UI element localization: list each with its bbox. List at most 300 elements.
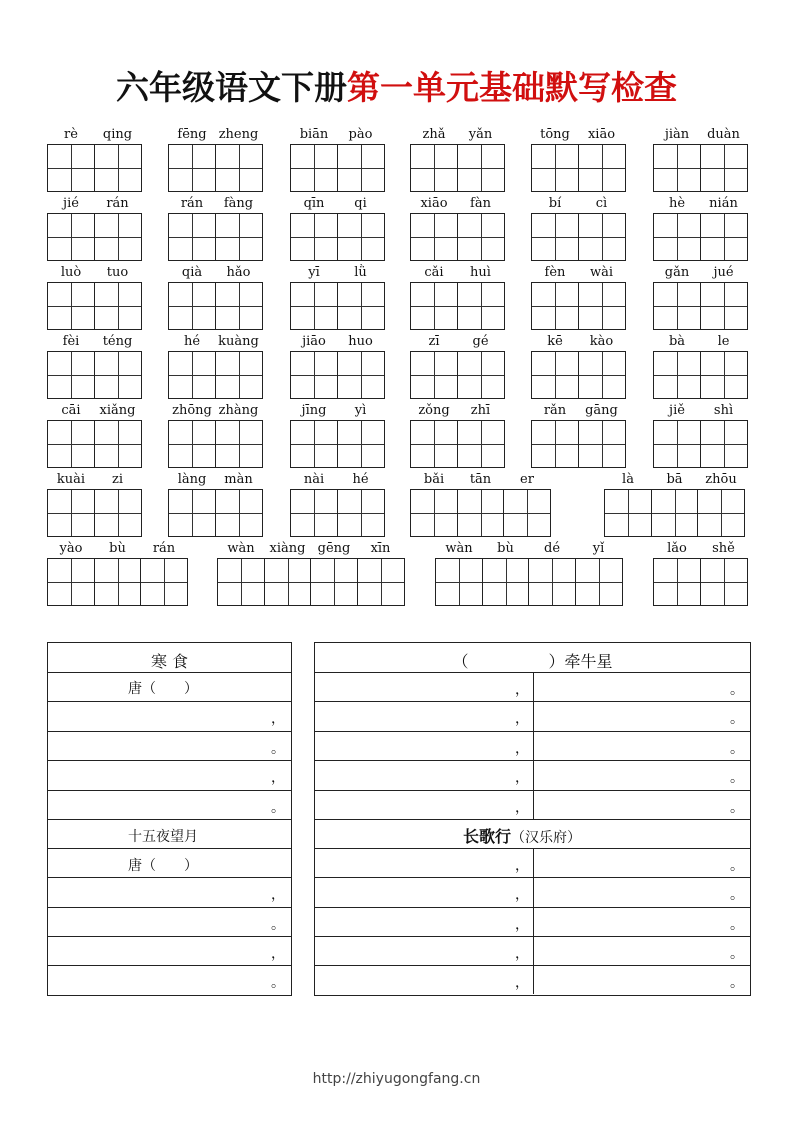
tianzige-cell[interactable] <box>168 213 216 261</box>
tianzige-cell[interactable] <box>700 420 748 468</box>
poem-source: （汉乐府） <box>511 830 582 846</box>
tianzige-boxes <box>290 213 385 261</box>
tianzige-cell[interactable] <box>604 489 652 537</box>
word-item <box>531 127 626 192</box>
tianzige-boxes <box>47 213 142 261</box>
answer-line[interactable] <box>48 877 291 907</box>
pinyin-syllable: jiàn <box>664 127 690 142</box>
tianzige-boxes <box>531 351 626 399</box>
pinyin-syllable: yǐ <box>592 541 605 556</box>
tianzige-cell[interactable] <box>531 420 579 468</box>
comma-mark: ， <box>515 887 529 903</box>
period-mark: 。 <box>730 741 744 757</box>
word-item <box>168 196 263 261</box>
answer-line[interactable] <box>315 877 750 907</box>
tianzige-cell[interactable] <box>94 282 142 330</box>
tianzige-cell[interactable] <box>653 351 701 399</box>
comma-mark: ， <box>515 682 529 698</box>
pinyin-syllable: bù <box>497 541 514 556</box>
pinyin-line <box>410 127 505 143</box>
tianzige-cell[interactable] <box>337 144 385 192</box>
word-item <box>217 541 405 606</box>
poem-title-shiwu: 十五夜望月 <box>128 829 198 845</box>
pinyin-syllable: xiāo <box>420 196 448 211</box>
pinyin-syllable: zhǎ <box>422 127 446 142</box>
tianzige-cell[interactable] <box>531 213 579 261</box>
word-item <box>531 403 626 468</box>
word-item <box>410 265 505 330</box>
poem-title-hanshi: 寒 食 <box>150 652 189 671</box>
tianzige-cell[interactable] <box>337 489 385 537</box>
word-item <box>47 196 142 261</box>
pinyin-line <box>531 403 626 419</box>
period-mark: 。 <box>730 858 744 874</box>
tianzige-boxes <box>47 144 142 192</box>
pinyin-line <box>653 265 748 281</box>
comma-mark: ， <box>271 946 285 962</box>
answer-line[interactable] <box>315 701 750 731</box>
tianzige-boxes <box>290 282 385 330</box>
tianzige-cell[interactable] <box>700 282 748 330</box>
pinyin-syllable: rǎn <box>543 403 567 418</box>
pinyin-syllable: tōng <box>540 127 570 142</box>
pinyin-syllable: gāng <box>585 403 618 418</box>
pinyin-syllable: lǎo <box>667 541 687 556</box>
title-row <box>48 819 291 848</box>
answer-line[interactable] <box>315 936 750 965</box>
pinyin-line <box>531 265 626 281</box>
word-item <box>47 127 142 192</box>
tianzige-boxes <box>410 282 505 330</box>
pinyin-syllable: rán <box>180 196 204 211</box>
pinyin-syllable: wàn <box>227 541 255 556</box>
pinyin-syllable: là <box>622 472 634 487</box>
tianzige-cell[interactable] <box>457 144 505 192</box>
pinyin-line <box>410 196 505 212</box>
tianzige-boxes <box>290 351 385 399</box>
tianzige-cell[interactable] <box>457 213 505 261</box>
pinyin-syllable: shě <box>712 541 735 556</box>
tianzige-cell[interactable] <box>215 213 263 261</box>
tianzige-cell[interactable] <box>700 558 748 606</box>
pinyin-syllable: bā <box>666 472 683 487</box>
tianzige-boxes <box>168 420 263 468</box>
pinyin-syllable: xiāo <box>587 127 616 142</box>
pinyin-syllable: bǎi <box>423 472 445 487</box>
comma-mark: ， <box>271 711 285 727</box>
tianzige-cell[interactable] <box>653 213 701 261</box>
word-item <box>168 334 263 399</box>
tianzige-cell[interactable] <box>337 351 385 399</box>
pinyin-syllable: wài <box>589 265 614 280</box>
word-item <box>168 403 263 468</box>
tianzige-cell[interactable] <box>697 489 745 537</box>
tianzige-boxes <box>410 420 505 468</box>
word-item <box>653 334 748 399</box>
tianzige-cell[interactable] <box>457 282 505 330</box>
pinyin-syllable: zhàng <box>218 403 259 418</box>
comma-mark: ， <box>271 887 285 903</box>
tianzige-cell[interactable] <box>337 282 385 330</box>
pinyin-syllable: làng <box>177 472 207 487</box>
pinyin-syllable: lǜ <box>354 265 367 280</box>
poem-table-right <box>314 642 751 996</box>
pinyin-syllable: huo <box>348 334 373 349</box>
pinyin-line <box>653 334 748 350</box>
tianzige-boxes <box>290 144 385 192</box>
tianzige-boxes <box>410 144 505 192</box>
tianzige-boxes <box>604 489 745 537</box>
word-item <box>531 196 626 261</box>
comma-mark: ， <box>515 946 529 962</box>
pinyin-line <box>290 334 385 350</box>
tianzige-cell[interactable] <box>94 144 142 192</box>
tianzige-cell[interactable] <box>47 558 95 606</box>
pinyin-syllable: xīn <box>370 541 391 556</box>
pinyin-syllable: qīn <box>303 196 325 211</box>
period-mark: 。 <box>730 946 744 962</box>
pinyin-line <box>168 265 263 281</box>
tianzige-cell[interactable] <box>410 144 458 192</box>
tianzige-cell[interactable] <box>168 489 216 537</box>
period-mark: 。 <box>271 917 285 933</box>
answer-line[interactable] <box>315 907 750 936</box>
period-mark: 。 <box>271 741 285 757</box>
pinyin-syllable: tuo <box>106 265 129 280</box>
poem-author-hanshi: 唐（ ） <box>128 681 198 697</box>
pinyin-syllable: hè <box>668 196 686 211</box>
tianzige-cell[interactable] <box>503 489 551 537</box>
tianzige-cell[interactable] <box>337 213 385 261</box>
pinyin-line <box>653 196 748 212</box>
comma-mark: ， <box>515 711 529 727</box>
tianzige-cell[interactable] <box>531 282 579 330</box>
tianzige-cell[interactable] <box>410 420 458 468</box>
pinyin-syllable: hé <box>352 472 369 487</box>
pinyin-line <box>290 472 385 488</box>
tianzige-cell[interactable] <box>47 489 95 537</box>
tianzige-cell[interactable] <box>140 558 188 606</box>
page-title <box>0 62 793 109</box>
pinyin-syllable: kē <box>547 334 563 349</box>
pinyin-syllable: kuàng <box>218 334 259 349</box>
tianzige-cell[interactable] <box>94 213 142 261</box>
answer-line[interactable] <box>48 731 291 760</box>
tianzige-cell[interactable] <box>435 558 483 606</box>
pinyin-line <box>47 334 142 350</box>
tianzige-cell[interactable] <box>168 282 216 330</box>
tianzige-cell[interactable] <box>290 489 338 537</box>
pinyin-syllable: nián <box>709 196 738 211</box>
tianzige-cell[interactable] <box>531 144 579 192</box>
pinyin-syllable: wàn <box>445 541 473 556</box>
pinyin-line <box>290 403 385 419</box>
pinyin-syllable: tān <box>469 472 492 487</box>
pinyin-syllable: jiāo <box>302 334 326 349</box>
pinyin-line <box>168 472 263 488</box>
answer-line[interactable] <box>48 907 291 936</box>
tianzige-boxes <box>410 213 505 261</box>
tianzige-cell[interactable] <box>700 144 748 192</box>
pinyin-syllable: rán <box>106 196 129 211</box>
pinyin-syllable: jīng <box>301 403 327 418</box>
answer-line[interactable] <box>48 760 291 790</box>
pinyin-syllable: nài <box>303 472 325 487</box>
tianzige-cell[interactable] <box>168 351 216 399</box>
tianzige-cell[interactable] <box>168 144 216 192</box>
pinyin-syllable: zheng <box>218 127 259 142</box>
word-item <box>168 127 263 192</box>
pinyin-syllable: rán <box>152 541 176 556</box>
tianzige-cell[interactable] <box>700 213 748 261</box>
tianzige-cell[interactable] <box>290 282 338 330</box>
tianzige-cell[interactable] <box>47 282 95 330</box>
tianzige-boxes <box>47 489 142 537</box>
tianzige-cell[interactable] <box>337 420 385 468</box>
tianzige-boxes <box>435 558 623 606</box>
pinyin-syllable: yào <box>59 541 83 556</box>
word-item <box>47 334 142 399</box>
tianzige-boxes <box>168 351 263 399</box>
word-item <box>47 265 142 330</box>
pinyin-syllable: bà <box>668 334 686 349</box>
tianzige-boxes <box>410 351 505 399</box>
word-item <box>410 127 505 192</box>
pinyin-syllable: er <box>520 472 534 487</box>
pinyin-line <box>290 127 385 143</box>
tianzige-cell[interactable] <box>47 144 95 192</box>
tianzige-cell[interactable] <box>94 489 142 537</box>
pinyin-syllable: kào <box>589 334 614 349</box>
poem-title-changge <box>463 824 581 847</box>
pinyin-line <box>410 334 505 350</box>
tianzige-cell[interactable] <box>651 489 699 537</box>
tianzige-cell[interactable] <box>653 558 701 606</box>
pinyin-line <box>290 196 385 212</box>
word-item <box>168 472 263 537</box>
tianzige-boxes <box>290 420 385 468</box>
tianzige-cell[interactable] <box>290 213 338 261</box>
pinyin-syllable: fàn <box>470 196 491 211</box>
pinyin-syllable: qià <box>181 265 203 280</box>
tianzige-boxes <box>531 213 626 261</box>
tianzige-cell[interactable] <box>47 213 95 261</box>
pinyin-line <box>410 472 551 488</box>
tianzige-cell[interactable] <box>457 351 505 399</box>
word-item <box>290 127 385 192</box>
answer-line[interactable] <box>48 701 291 731</box>
tianzige-cell[interactable] <box>94 351 142 399</box>
tianzige-boxes <box>168 144 263 192</box>
tianzige-cell[interactable] <box>653 144 701 192</box>
word-item <box>47 472 142 537</box>
tianzige-cell[interactable] <box>310 558 358 606</box>
answer-line[interactable] <box>315 965 750 994</box>
tianzige-cell[interactable] <box>410 489 458 537</box>
tianzige-cell[interactable] <box>653 282 701 330</box>
tianzige-boxes <box>168 489 263 537</box>
comma-mark: ， <box>515 858 529 874</box>
tianzige-cell[interactable] <box>653 420 701 468</box>
pinyin-syllable: gēng <box>317 541 351 556</box>
answer-line[interactable] <box>315 731 750 760</box>
tianzige-cell[interactable] <box>215 489 263 537</box>
answer-line[interactable] <box>48 790 291 819</box>
period-mark: 。 <box>730 887 744 903</box>
pinyin-syllable: jiě <box>669 403 685 418</box>
tianzige-boxes <box>47 558 188 606</box>
tianzige-cell[interactable] <box>575 558 623 606</box>
word-item <box>290 472 385 537</box>
tianzige-boxes <box>653 420 748 468</box>
pinyin-syllable: xiàng <box>269 541 306 556</box>
pinyin-line <box>531 196 626 212</box>
pinyin-syllable: fèi <box>62 334 80 349</box>
tianzige-cell[interactable] <box>457 420 505 468</box>
tianzige-boxes <box>47 351 142 399</box>
period-mark: 。 <box>271 800 285 816</box>
tianzige-cell[interactable] <box>47 351 95 399</box>
word-item <box>290 334 385 399</box>
word-item <box>604 472 745 537</box>
word-item <box>531 265 626 330</box>
tianzige-cell[interactable] <box>578 213 626 261</box>
tianzige-boxes <box>531 282 626 330</box>
tianzige-cell[interactable] <box>217 558 265 606</box>
tianzige-cell[interactable] <box>168 420 216 468</box>
footer-url: http://zhiyugongfang.cn <box>312 1071 481 1087</box>
title-highlight: 第一单元基础默写检查 <box>347 68 677 107</box>
answer-line[interactable] <box>315 760 750 790</box>
pinyin-line <box>168 196 263 212</box>
pinyin-syllable: cāi <box>61 403 81 418</box>
title-main: 六年级语文下册 <box>116 68 347 107</box>
pinyin-syllable: biān <box>299 127 329 142</box>
tianzige-cell[interactable] <box>531 351 579 399</box>
tianzige-cell[interactable] <box>94 558 142 606</box>
pinyin-line <box>531 127 626 143</box>
pinyin-syllable: pào <box>348 127 373 142</box>
tianzige-cell[interactable] <box>290 351 338 399</box>
pinyin-syllable: zhōng <box>172 403 212 418</box>
pinyin-syllable: luò <box>60 265 82 280</box>
pinyin-syllable: yī <box>308 265 320 280</box>
tianzige-cell[interactable] <box>215 420 263 468</box>
tianzige-boxes <box>47 420 142 468</box>
pinyin-line <box>168 127 263 143</box>
tianzige-cell[interactable] <box>410 351 458 399</box>
answer-line[interactable] <box>315 672 750 701</box>
pinyin-syllable: fēng <box>177 127 207 142</box>
word-item <box>290 196 385 261</box>
pinyin-syllable: hǎo <box>226 265 251 280</box>
tianzige-cell[interactable] <box>215 351 263 399</box>
poem-table-left <box>47 642 292 996</box>
pinyin-syllable: hé <box>183 334 201 349</box>
pinyin-line <box>531 334 626 350</box>
tianzige-cell[interactable] <box>528 558 576 606</box>
pinyin-syllable: xiǎng <box>99 403 136 418</box>
period-mark: 。 <box>730 800 744 816</box>
pinyin-syllable: gé <box>472 334 489 349</box>
tianzige-cell[interactable] <box>264 558 312 606</box>
pinyin-line <box>217 541 405 557</box>
pinyin-syllable: bí <box>548 196 562 211</box>
pinyin-line <box>47 265 142 281</box>
pinyin-line <box>604 472 745 488</box>
tianzige-cell[interactable] <box>410 282 458 330</box>
tianzige-cell[interactable] <box>410 213 458 261</box>
pinyin-line <box>410 265 505 281</box>
author-row <box>48 672 291 701</box>
pinyin-syllable: qi <box>354 196 367 211</box>
word-item <box>290 403 385 468</box>
pinyin-line <box>653 127 748 143</box>
answer-line[interactable] <box>48 936 291 965</box>
answer-line[interactable] <box>48 965 291 994</box>
pinyin-syllable: kuài <box>56 472 86 487</box>
pinyin-line <box>168 334 263 350</box>
tianzige-cell[interactable] <box>578 282 626 330</box>
tianzige-cell[interactable] <box>94 420 142 468</box>
word-item <box>47 541 188 606</box>
pinyin-line <box>47 472 142 488</box>
period-mark: 。 <box>730 975 744 991</box>
tianzige-cell[interactable] <box>357 558 405 606</box>
tianzige-cell[interactable] <box>47 420 95 468</box>
tianzige-cell[interactable] <box>290 420 338 468</box>
tianzige-cell[interactable] <box>578 351 626 399</box>
tianzige-cell[interactable] <box>215 144 263 192</box>
answer-line[interactable] <box>315 790 750 819</box>
pinyin-syllable: zī <box>428 334 440 349</box>
tianzige-boxes <box>653 282 748 330</box>
pinyin-syllable: yì <box>354 403 367 418</box>
word-item <box>168 265 263 330</box>
pinyin-syllable: zi <box>111 472 124 487</box>
pinyin-syllable: rè <box>64 127 78 142</box>
tianzige-cell[interactable] <box>700 351 748 399</box>
pinyin-syllable: màn <box>224 472 253 487</box>
tianzige-boxes <box>410 489 551 537</box>
tianzige-boxes <box>531 420 626 468</box>
tianzige-boxes <box>168 282 263 330</box>
pinyin-syllable: cì <box>595 196 608 211</box>
word-item <box>290 265 385 330</box>
pinyin-syllable: fàng <box>223 196 254 211</box>
word-item <box>653 541 748 606</box>
word-item <box>653 265 748 330</box>
tianzige-cell[interactable] <box>578 420 626 468</box>
tianzige-boxes <box>290 489 385 537</box>
pinyin-syllable: huì <box>470 265 491 280</box>
poem-title-qianniu: （ ）牵牛星 <box>452 652 613 671</box>
pinyin-line <box>410 403 505 419</box>
tianzige-cell[interactable] <box>457 489 505 537</box>
answer-line[interactable] <box>315 848 750 877</box>
tianzige-boxes <box>531 144 626 192</box>
word-item <box>653 403 748 468</box>
word-item <box>531 334 626 399</box>
tianzige-cell[interactable] <box>290 144 338 192</box>
tianzige-cell[interactable] <box>578 144 626 192</box>
title-row <box>315 819 750 848</box>
pinyin-syllable: le <box>717 334 730 349</box>
tianzige-cell[interactable] <box>215 282 263 330</box>
tianzige-cell[interactable] <box>482 558 530 606</box>
period-mark: 。 <box>730 711 744 727</box>
pinyin-line <box>47 127 142 143</box>
